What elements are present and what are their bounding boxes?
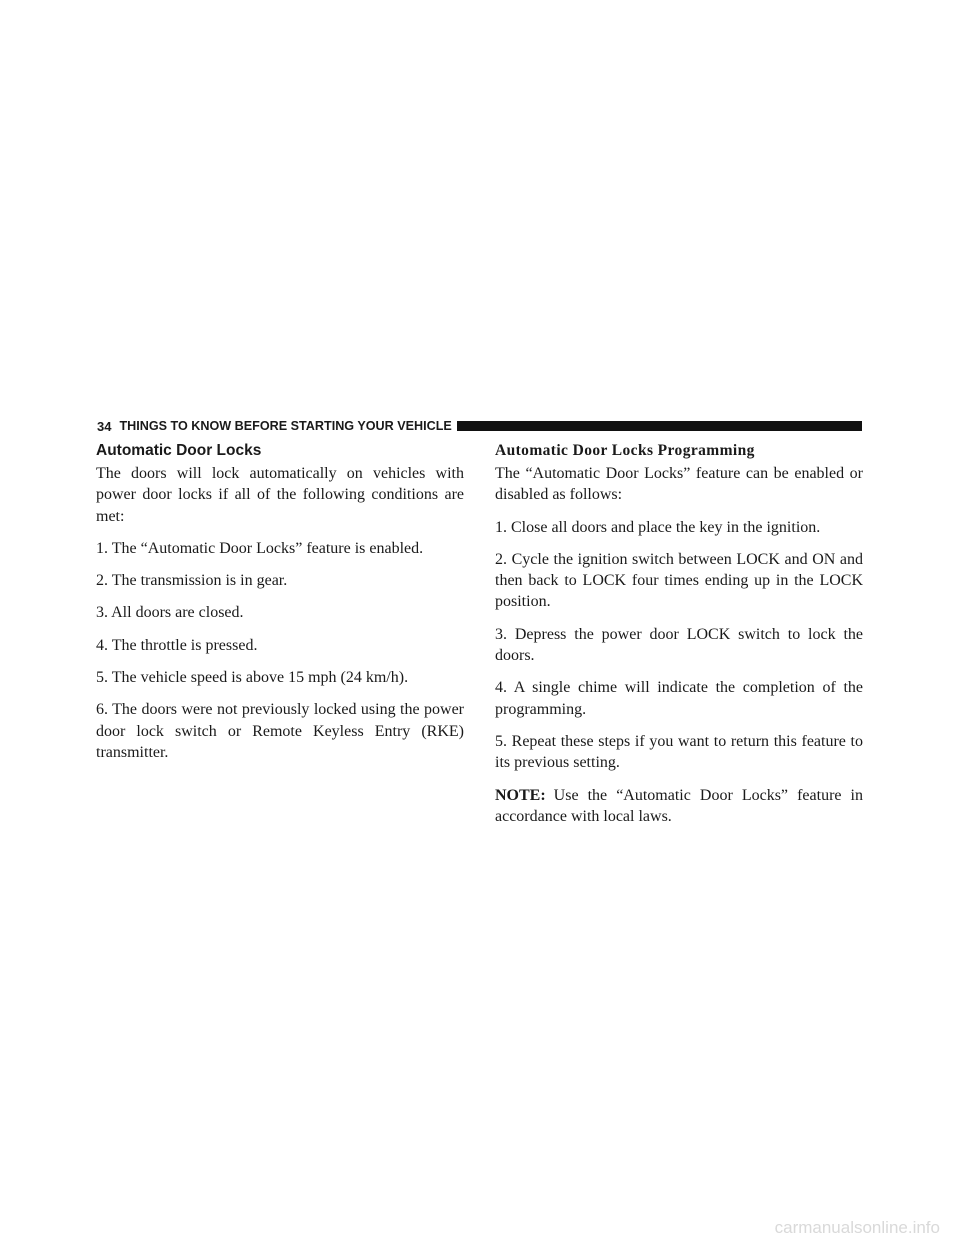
condition-item-2: 2. The transmission is in gear.	[96, 572, 288, 590]
right-intro-paragraph: The “Automatic Door Locks” feature can be enabled or disabled as follows:	[495, 465, 863, 504]
watermark: carmanualsonline.info	[774, 1218, 940, 1237]
left-column	[96, 440, 464, 774]
programming-step-3: 3. Depress the power door LOCK switch to lock the doors.	[495, 625, 863, 665]
note-label: NOTE:	[495, 786, 546, 804]
note-text: Use the “Automatic Door Locks” feature in accordance with local laws.	[495, 786, 863, 825]
programming-step-5: 5. Repeat these steps if you want to return this feature to its previous setting.	[495, 732, 863, 772]
running-header	[97, 416, 862, 436]
condition-item-6: 6. The doors were not previously locked using the power door lock switch or Remote Keyless Entry (RKE) transmitter.	[96, 701, 464, 761]
condition-item-4: 4. The throttle is pressed.	[96, 636, 258, 654]
page-number: 34	[97, 418, 112, 434]
programming-step-1: 1. Close all doors and place the key in the ignition.	[495, 518, 821, 536]
right-column	[495, 440, 863, 838]
condition-item-3: 3. All doors are closed.	[96, 604, 244, 622]
condition-item-5: 5. The vehicle speed is above 15 mph (24 km/h).	[96, 669, 409, 687]
section-title: THINGS TO KNOW BEFORE STARTING YOUR VEHICLE	[119, 419, 452, 433]
note-paragraph	[495, 785, 863, 828]
programming-step-2: 2. Cycle the ignition switch between LOCK and ON and then back to LOCK four times ending up in the LOCK position.	[495, 550, 863, 611]
left-intro-paragraph: The doors will lock automatically on vehicles with power door locks if all of the following conditions are met:	[96, 465, 464, 525]
programming-step-4: 4. A single chime will indicate the completion of the programming.	[495, 679, 863, 718]
condition-item-1: 1. The “Automatic Door Locks” feature is enabled.	[96, 539, 424, 557]
header-rule-bar	[457, 421, 862, 431]
programming-heading: Automatic Door Locks Programming	[495, 442, 755, 459]
automatic-door-locks-heading: Automatic Door Locks	[96, 442, 262, 459]
